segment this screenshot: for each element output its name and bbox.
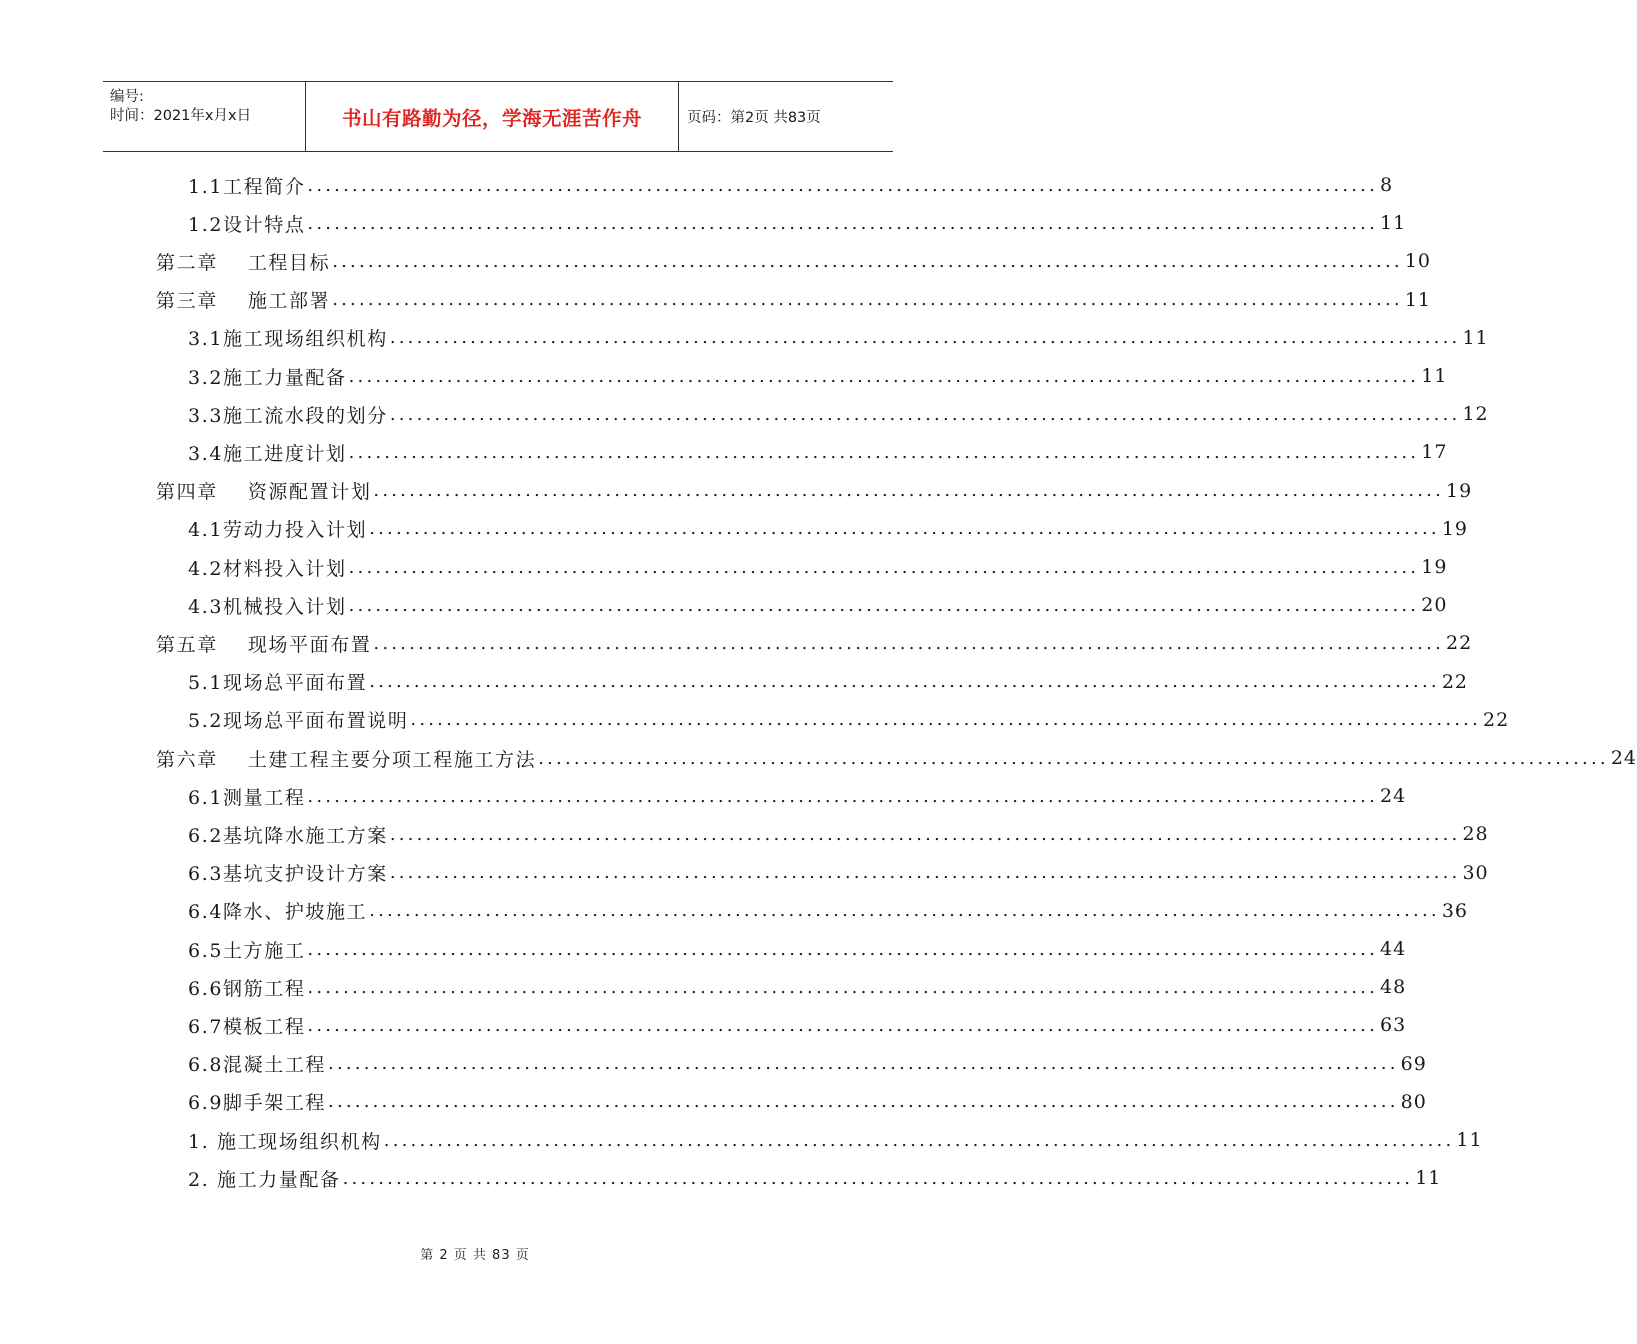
toc-entry-label [156, 286, 330, 313]
toc-entry-label [188, 1165, 341, 1192]
toc-leader-dots: ........................................................................................................................ [389, 327, 1461, 349]
toc-entry-number: 2. 施工力量配备 [188, 1168, 341, 1191]
toc-page-number: 19 [1441, 517, 1469, 540]
toc-entry-label [188, 668, 367, 695]
toc-leader-dots: ........................................................................................................................ [389, 823, 1461, 845]
toc-leader-dots: ........................................................................................................................ [307, 785, 1379, 807]
toc-page-number: 63 [1380, 1014, 1407, 1037]
toc-entry-title: 现场平面布置 [247, 633, 372, 656]
page-footer: 第 2 页 共 83 页 [420, 1248, 530, 1263]
toc-page-number: 19 [1446, 479, 1473, 502]
toc-page-number: 44 [1380, 938, 1407, 960]
toc-entry-label [188, 1088, 326, 1115]
toc-section-row[interactable] [188, 1159, 1442, 1197]
toc-section-row[interactable] [188, 968, 1407, 1006]
toc-entry-label [188, 592, 347, 619]
toc-section-row[interactable] [188, 1045, 1427, 1083]
toc-leader-dots: ........................................................................................................................ [307, 1014, 1379, 1036]
toc-leader-dots: ........................................................................................................................ [348, 441, 1420, 463]
toc-entry-label [188, 210, 305, 237]
header-page-info: 页码：第2页 共83页 [687, 110, 821, 126]
toc-entry-number: 5.1现场总平面布置 [188, 672, 368, 695]
toc-page-number: 8 [1380, 174, 1394, 196]
toc-entry-label [188, 401, 388, 428]
toc-chapter-row[interactable] [156, 472, 1473, 510]
toc-section-row[interactable] [188, 166, 1394, 204]
toc-entry-label [188, 1127, 382, 1154]
toc-entry-number: 6.5土方施工 [188, 939, 306, 962]
header-divider [678, 82, 679, 151]
toc-entry-label [156, 745, 536, 772]
toc-leader-dots: ........................................................................................................................ [348, 594, 1420, 616]
toc-entry-label [188, 439, 347, 466]
toc-entry-number: 6.6钢筋工程 [188, 977, 306, 1000]
toc-leader-dots: ........................................................................................................................ [383, 1129, 1455, 1151]
toc-page-number: 22 [1441, 670, 1469, 693]
toc-entry-number: 3.3施工流水段的划分 [188, 404, 388, 427]
toc-page-number: 48 [1380, 976, 1407, 999]
toc-page-number: 11 [1462, 326, 1489, 349]
toc-chapter-row[interactable] [156, 281, 1432, 319]
toc-entry-number: 5.2现场总平面布置说明 [188, 710, 409, 733]
toc-page-number: 17 [1421, 441, 1448, 464]
toc-entry-number: 6.7模板工程 [188, 1015, 306, 1038]
toc-leader-dots: ........................................................................................................................ [307, 976, 1379, 998]
toc-entry-label [156, 477, 371, 504]
toc-entry-title: 工程目标 [247, 251, 331, 274]
toc-entry-number: 3.4施工进度计划 [188, 442, 347, 465]
toc-entry-number: 3.2施工力量配备 [188, 366, 347, 389]
toc-section-row[interactable] [188, 854, 1489, 892]
toc-entry-label [188, 324, 388, 351]
toc-section-row[interactable] [188, 548, 1448, 586]
toc-leader-dots: ........................................................................................................................ [328, 1053, 1399, 1075]
toc-entry-number: 3.1施工现场组织机构 [188, 328, 388, 351]
toc-entry-label [188, 1012, 305, 1039]
toc-entry-number: 4.1劳动力投入计划 [188, 519, 368, 542]
toc-entry-number: 6.4降水、护坡施工 [188, 901, 368, 924]
toc-section-row[interactable] [188, 663, 1469, 701]
toc-entry-label [188, 706, 408, 733]
toc-leader-dots: ........................................................................................................................ [538, 747, 1609, 769]
toc-entry-title: 施工部署 [247, 290, 331, 313]
toc-entry-label [188, 897, 367, 924]
page-header [103, 81, 893, 152]
toc-leader-dots: ........................................................................................................................ [373, 632, 1445, 654]
toc-section-row[interactable] [188, 1006, 1407, 1044]
toc-section-row[interactable] [188, 395, 1489, 433]
toc-entry-number: 1.2设计特点 [188, 213, 306, 236]
toc-page-number: 19 [1421, 556, 1448, 578]
toc-entry-number: 4.3机械投入计划 [188, 595, 347, 618]
toc-section-row[interactable] [188, 930, 1407, 968]
document-time-label: 时间：2021年x月x日 [110, 108, 252, 124]
toc-section-row[interactable] [188, 815, 1489, 853]
toc-page-number: 22 [1446, 632, 1473, 655]
toc-entry-number: 第四章 [156, 481, 218, 504]
toc-entry-label [188, 363, 347, 390]
toc-leader-dots: ........................................................................................................................ [342, 1167, 1414, 1189]
toc-entry-number: 6.9脚手架工程 [188, 1092, 327, 1115]
toc-entry-number: 6.8混凝土工程 [188, 1054, 327, 1077]
toc-leader-dots: ........................................................................................................................ [348, 556, 1420, 578]
toc-section-row[interactable] [188, 433, 1448, 471]
toc-chapter-row[interactable] [156, 739, 1637, 777]
toc-entry-label [156, 248, 330, 275]
toc-section-row[interactable] [188, 357, 1448, 395]
toc-leader-dots: ........................................................................................................................ [332, 250, 1403, 272]
toc-leader-dots: ........................................................................................................................ [307, 938, 1379, 960]
toc-entry-number: 第三章 [156, 290, 218, 313]
toc-entry-label [188, 172, 305, 199]
toc-entry-title: 土建工程主要分项工程施工方法 [247, 748, 537, 771]
toc-entry-label [156, 630, 371, 657]
toc-leader-dots: ........................................................................................................................ [307, 174, 1379, 196]
toc-leader-dots: ........................................................................................................................ [410, 709, 1482, 731]
toc-entry-number: 1.1工程简介 [188, 175, 306, 198]
toc-section-row[interactable] [188, 892, 1469, 930]
toc-page-number: 69 [1400, 1052, 1427, 1075]
toc-section-row[interactable] [188, 510, 1469, 548]
toc-page-number: 24 [1610, 747, 1637, 769]
toc-leader-dots: ........................................................................................................................ [307, 212, 1379, 234]
toc-page-number: 10 [1404, 250, 1432, 273]
toc-page-number: 80 [1400, 1090, 1427, 1113]
toc-leader-dots: ........................................................................................................................ [348, 365, 1420, 387]
toc-page-number: 11 [1404, 288, 1432, 311]
toc-entry-label [188, 936, 305, 963]
toc-leader-dots: ........................................................................................................................ [369, 518, 1440, 540]
toc-entry-number: 第二章 [156, 251, 218, 274]
toc-page-number: 36 [1441, 899, 1469, 922]
toc-page-number: 30 [1462, 861, 1489, 884]
toc-chapter-row[interactable] [156, 624, 1473, 662]
toc-leader-dots: ........................................................................................................................ [389, 862, 1461, 884]
toc-entry-label [188, 1050, 326, 1077]
toc-page-number: 28 [1462, 823, 1489, 846]
toc-leader-dots: ........................................................................................................................ [389, 403, 1461, 425]
toc-entry-label [188, 821, 388, 848]
toc-page-number: 11 [1456, 1129, 1483, 1151]
toc-chapter-row[interactable] [156, 242, 1432, 280]
toc-section-row[interactable] [188, 701, 1510, 739]
toc-leader-dots: ........................................................................................................................ [332, 289, 1403, 311]
toc-entry-number: 6.3基坑支护设计方案 [188, 863, 388, 886]
toc-entry-label [188, 515, 367, 542]
toc-leader-dots: ........................................................................................................................ [328, 1091, 1399, 1113]
toc-page-number: 11 [1380, 212, 1407, 235]
toc-entry-label [188, 783, 305, 810]
toc-entry-number: 6.1测量工程 [188, 786, 306, 809]
toc-entry-number: 6.2基坑降水施工方案 [188, 824, 388, 847]
toc-entry-number: 1. 施工现场组织机构 [188, 1130, 382, 1153]
toc-entry-number: 4.2材料投入计划 [188, 557, 347, 580]
toc-entry-number: 第五章 [156, 633, 218, 656]
toc-leader-dots: ........................................................................................................................ [369, 671, 1440, 693]
document-number-label: 编号: [110, 89, 144, 105]
toc-leader-dots: ........................................................................................................................ [369, 900, 1440, 922]
toc-entry-label [188, 554, 347, 581]
toc-page-number: 12 [1462, 403, 1489, 426]
toc-leader-dots: ........................................................................................................................ [373, 480, 1445, 502]
toc-page-number: 11 [1415, 1167, 1442, 1190]
toc-section-row[interactable] [188, 777, 1407, 815]
toc-section-row[interactable] [188, 204, 1407, 242]
toc-page-number: 20 [1421, 594, 1448, 617]
toc-entry-number: 第六章 [156, 748, 218, 771]
toc-section-row[interactable] [188, 1121, 1483, 1159]
toc-section-row[interactable] [188, 319, 1489, 357]
toc-page-number: 11 [1421, 365, 1448, 387]
toc-entry-label [188, 859, 388, 886]
header-meta [110, 88, 300, 126]
toc-section-row[interactable] [188, 586, 1448, 624]
toc-page-number: 24 [1380, 785, 1407, 808]
toc-section-row[interactable] [188, 1083, 1427, 1121]
toc-entry-title: 资源配置计划 [247, 481, 372, 504]
header-motto: 书山有路勤为径，学海无涯苦作舟 [341, 106, 642, 130]
toc-entry-label [188, 974, 305, 1001]
toc-page-number: 22 [1483, 708, 1510, 731]
